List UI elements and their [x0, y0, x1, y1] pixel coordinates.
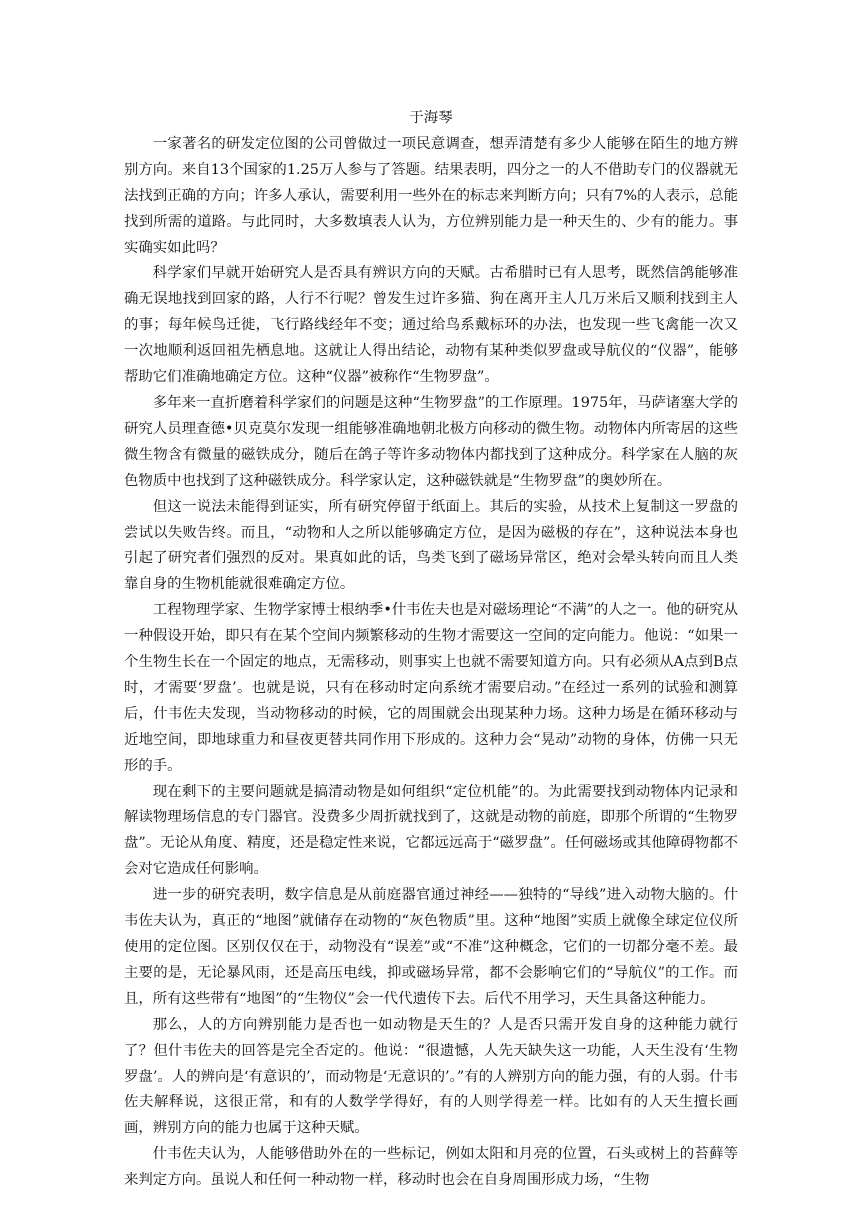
- paragraph-8: 那么，人的方向辨别能力是否也一如动物是天生的？人是否只需开发自身的这种能力就行了？但什韦佐夫的回答是完全否定的。他说：“很遗憾，人先天缺失这一功能，人天生没有‘生物罗盘’。人的辨向是‘有意识的’，而动物是‘无意识的’。”有的人辨别方向的能力强，有的人弱。什韦佐夫解释说，这很正常，和有的人数学学得好，有的人则学得差一样。比如有的人天生擅长画画，辨别方向的能力也属于这种天赋。: [124, 1016, 738, 1137]
- author-name: 于海琴: [409, 110, 453, 126]
- paragraph-1: 一家著名的研发定位图的公司曾做过一项民意调查，想弄清楚有多少人能够在陌生的地方辨别方向。来自13个国家的1.25万人参与了答题。结果表明，四分之一的人不借助专门的仪器就无法找到正确的方向；许多人承认，需要利用一些外在的标志来判断方向；只有7%的人表示，总能找到所需的道路。与此同时，大多数填表人认为，方位辨别能力是一种天生的、少有的能力。事实确实如此吗？: [124, 135, 738, 256]
- paragraph-2: 科学家们早就开始研究人是否具有辨识方向的天赋。古希腊时已有人思考，既然信鸽能够准确无误地找到回家的路，人行不行呢？曾发生过许多猫、狗在离开主人几万米后又顺利找到主人的事；每年候鸟迁徙，飞行路线经年不变；通过给鸟系戴标环的办法，也发现一些飞禽能一次又一次地顺利返回祖先栖息地。这就让人得出结论，动物有某种类似罗盘或导航仪的“仪器”，能够帮助它们准确地确定方位。这种“仪器”被称作“生物罗盘”。: [124, 265, 738, 386]
- paragraph-3: 多年来一直折磨着科学家们的问题是这种“生物罗盘”的工作原理。1975年，马萨诸塞大学的研究人员理查德•贝克莫尔发现一组能够准确地朝北极方向移动的微生物。动物体内所寄居的这些微生物含有微量的磁铁成分，随后在鸽子等许多动物体内都找到了这种成分。科学家在人脑的灰色物质中也找到了这种磁铁成分。科学家认定，这种磁铁就是“生物罗盘”的奥妙所在。: [124, 394, 738, 489]
- paragraph-4: 但这一说法未能得到证实，所有研究停留于纸面上。其后的实验，从技术上复制这一罗盘的尝试以失败告终。而且，“动物和人之所以能够确定方位，是因为磁极的存在”，这种说法本身也引起了研究者们强烈的反对。果真如此的话，鸟类飞到了磁场异常区，绝对会晕头转向而且人类靠自身的生物机能就很难确定方位。: [124, 498, 738, 593]
- document-page: [124, 106, 738, 1194]
- paragraph-6: 现在剩下的主要问题就是搞清动物是如何组织“定位机能”的。为此需要找到动物体内记录和解读物理场信息的专门器官。没费多少周折就找到了，这就是动物的前庭，即那个所谓的“生物罗盘”。无论从角度、精度，还是稳定性来说，它都远远高于“磁罗盘”。任何磁场或其他障碍物都不会对它造成任何影响。: [124, 783, 738, 878]
- paragraph-5: 工程物理学家、生物学家博士根纳季•什韦佐夫也是对磁场理论“不满”的人之一。他的研究从一种假设开始，即只有在某个空间内频繁移动的生物才需要这一空间的定向能力。他说：“如果一个生物生长在一个固定的地点，无需移动，则事实上也就不需要知道方向。只有必须从A点到B点时，才需要‘罗盘’。也就是说，只有在移动时定向系统才需要启动。”在经过一系列的试验和测算后，什韦佐夫发现，当动物移动的时候，它的周围就会出现某种力场。这种力场是在循环移动与近地空间，即地球重力和昼夜更替共同作用下形成的。这种力会“晃动”动物的身体，仿佛一只无形的手。: [124, 602, 738, 774]
- paragraph-7: 进一步的研究表明，数字信息是从前庭器官通过神经——独特的“导线”进入动物大脑的。什韦佐夫认为，真正的“地图”就储存在动物的“灰色物质”里。这种“地图”实质上就像全球定位仪所使用的定位图。区别仅仅在于，动物没有“误差”或“不准”这种概念，它们的一切都分毫不差。最主要的是，无论暴风雨，还是高压电线，抑或磁场异常，都不会影响它们的“导航仪”的工作。而且，所有这些带有“地图”的“生物仪”会一代代遗传下去。后代不用学习，天生具备这种能力。: [124, 887, 738, 1007]
- paragraph-9: 什韦佐夫认为，人能够借助外在的一些标记，例如太阳和月亮的位置，石头或树上的苔藓等来判定方向。虽说人和任何一种动物一样，移动时也会在自身周围形成力场，“生物: [124, 1146, 738, 1189]
